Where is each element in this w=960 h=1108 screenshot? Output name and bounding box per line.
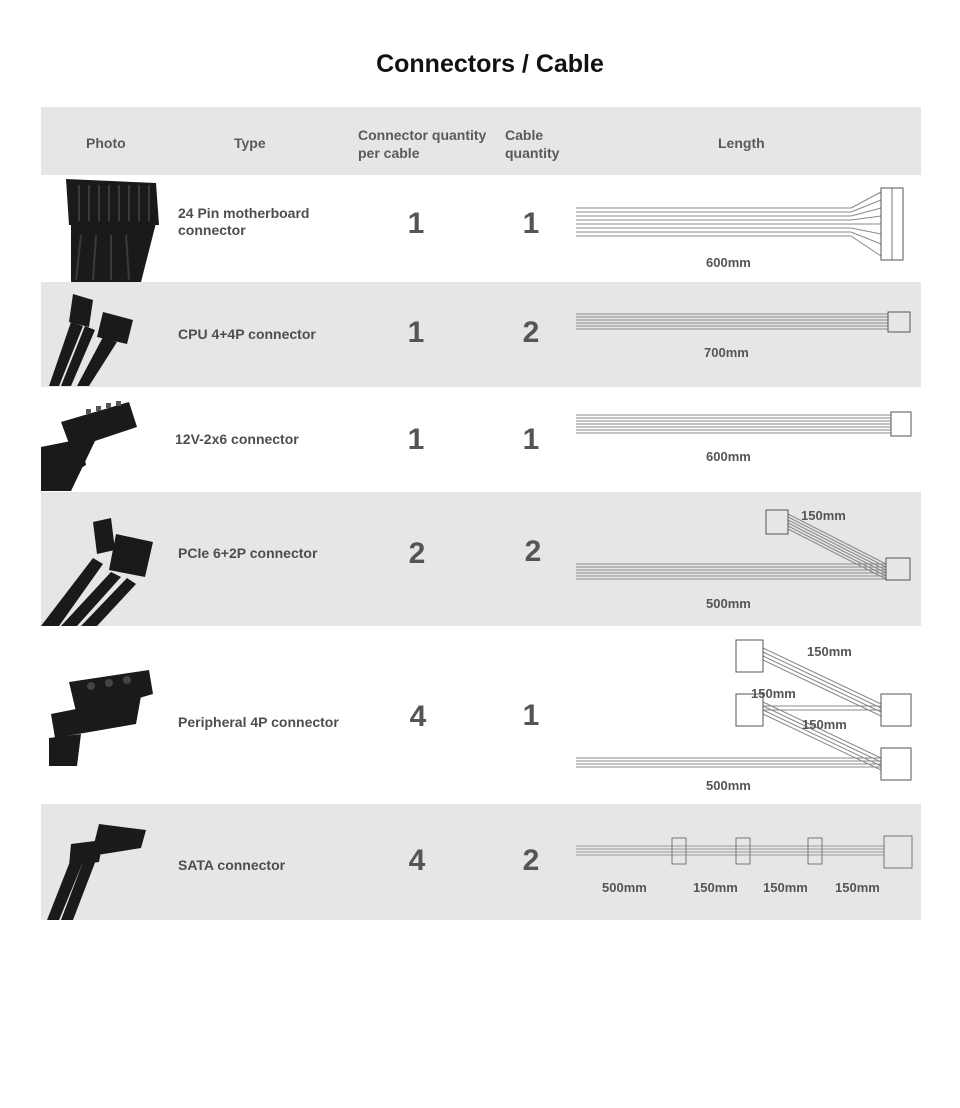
type-cell: [178, 205, 309, 239]
type-cell: [178, 714, 339, 731]
header-cable-quantity-line2: quantity: [505, 145, 560, 161]
type-label: SATA connector: [178, 857, 286, 873]
table-row: [41, 626, 921, 804]
header-type: Type: [234, 135, 266, 151]
cable-quantity: 2: [524, 535, 542, 568]
cable-quantity: 2: [522, 316, 540, 349]
motherboard-connector-icon: [41, 175, 166, 282]
cable-length-label: 500mm: [706, 778, 751, 793]
cable-length-label: 500mm: [706, 596, 751, 611]
type-cell: [175, 431, 299, 448]
cable-length-label: 600mm: [706, 255, 751, 270]
type-label: CPU 4+4P connector: [178, 326, 316, 342]
header-length: Length: [718, 135, 765, 151]
header-cable-quantity: [505, 126, 559, 162]
header-cable-quantity-line1: Cable: [505, 127, 544, 143]
cable-diagram: [576, 626, 921, 804]
type-label: 24 Pin motherboard: [178, 205, 310, 221]
table-row: [41, 282, 921, 387]
cpu-connector-icon: [41, 282, 166, 387]
sata-connector-icon: [41, 804, 166, 920]
cable-quantity: 2: [522, 844, 540, 877]
pcie-connector-icon: [41, 492, 166, 626]
cable-diagram: [576, 492, 921, 626]
cable-length-label: 150mm: [693, 880, 738, 895]
header-photo: Photo: [86, 135, 126, 151]
table-row: [41, 492, 921, 626]
connector-quantity: 1: [407, 207, 425, 240]
cable-diagram: [576, 282, 921, 387]
cable-diagram: [576, 175, 921, 282]
header-connector-quantity-line1: Connector quantity: [358, 127, 487, 143]
cable-length-label: 150mm: [751, 686, 796, 701]
connector-quantity: 2: [408, 537, 426, 570]
type-cell: [178, 326, 316, 343]
connector-quantity: 4: [409, 700, 427, 733]
cable-length-label: 150mm: [835, 880, 880, 895]
cable-length-label: 700mm: [704, 345, 749, 360]
type-cell: [178, 545, 317, 562]
cable-quantity: 1: [522, 423, 540, 456]
connector-quantity: 1: [407, 423, 425, 456]
cable-quantity: 1: [522, 699, 540, 732]
connector-quantity: 4: [408, 844, 426, 877]
cable-length-label: 500mm: [602, 880, 647, 895]
peripheral-connector-icon: [41, 626, 166, 804]
header-connector-quantity-line2: per cable: [358, 145, 420, 161]
type-label: Peripheral 4P connector: [178, 714, 339, 730]
type-label: PCIe 6+2P connector: [178, 545, 318, 561]
type-cell: [178, 857, 285, 874]
connector-quantity: 1: [407, 316, 425, 349]
cable-length-label: 150mm: [801, 508, 846, 523]
table-header: [41, 107, 921, 175]
page-title: Connectors / Cable: [376, 50, 604, 78]
cable-diagram: [576, 804, 921, 920]
table-row: [41, 387, 921, 492]
cable-length-label: 600mm: [706, 449, 751, 464]
table-row: [41, 804, 921, 920]
cable-quantity: 1: [522, 207, 540, 240]
header-connector-quantity: [358, 126, 486, 162]
table-row: [41, 175, 921, 282]
12v-2x6-connector-icon: [41, 387, 166, 492]
type-label: 12V-2x6 connector: [175, 431, 299, 447]
cable-diagram: [576, 387, 921, 492]
cable-length-label: 150mm: [802, 717, 847, 732]
cable-length-label: 150mm: [763, 880, 808, 895]
cable-length-label: 150mm: [807, 644, 852, 659]
type-label-line2: connector: [178, 222, 246, 238]
